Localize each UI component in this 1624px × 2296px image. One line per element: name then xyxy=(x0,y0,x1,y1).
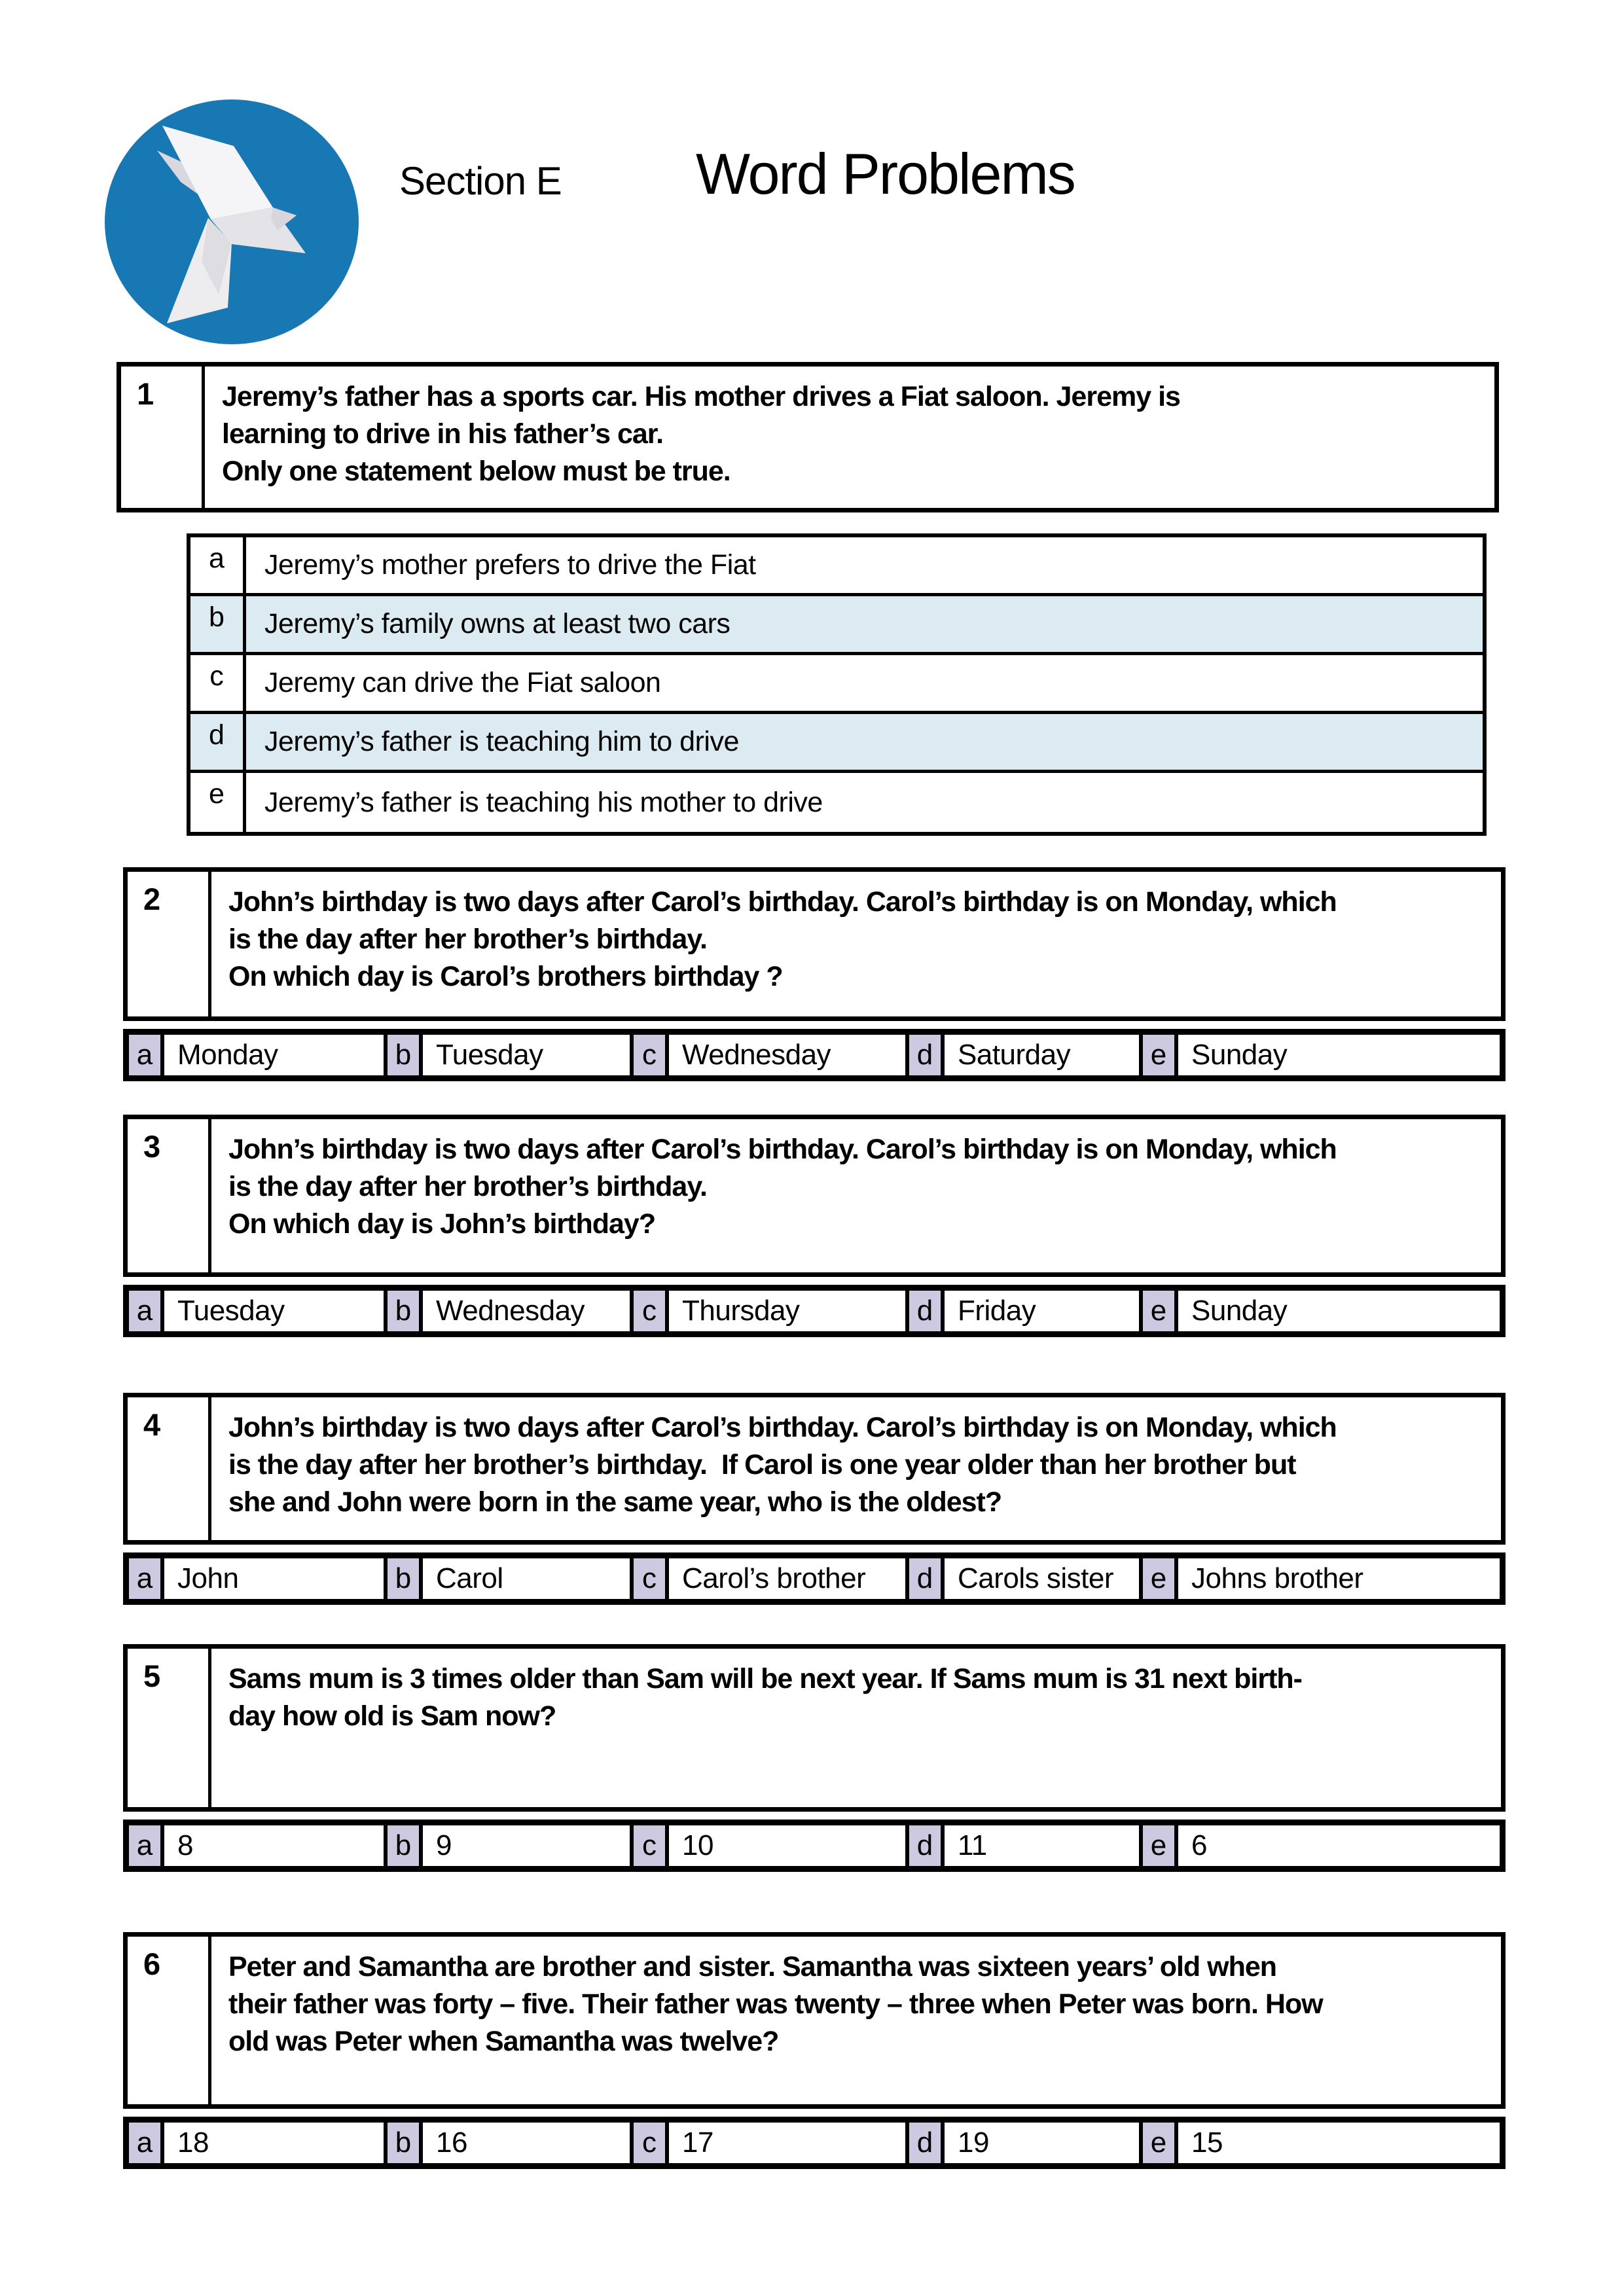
question-6-box xyxy=(123,1932,1506,2109)
option-letter: c xyxy=(634,1291,669,1331)
option-letter: b xyxy=(388,2123,423,2163)
question-text xyxy=(211,872,1501,1016)
option-text: 11 xyxy=(945,1825,1143,1866)
question-line: On which day is Carol’s brothers birthday ? xyxy=(228,961,783,992)
option-letter: a xyxy=(129,2123,164,2163)
origami-dove-icon xyxy=(103,98,360,346)
option-text: 19 xyxy=(945,2123,1143,2163)
option-letter: e xyxy=(1143,1825,1178,1866)
option-letter: d xyxy=(909,1558,945,1599)
option-letter: e xyxy=(1143,1291,1178,1331)
question-text xyxy=(211,1119,1501,1272)
option-text: Carol xyxy=(423,1558,634,1599)
option-text: John xyxy=(164,1558,388,1599)
option-letter: b xyxy=(388,1825,423,1866)
question-1-options-table xyxy=(187,533,1487,836)
option-letter: d xyxy=(909,1035,945,1075)
question-number: 5 xyxy=(128,1649,211,1807)
question-line: John’s birthday is two days after Carol’s birthday. Carol’s birthday is on Monday, which xyxy=(228,886,1337,918)
option-text: 18 xyxy=(164,2123,388,2163)
question-text xyxy=(211,1397,1501,1540)
question-line: Jeremy’s father has a sports car. His mother drives a Fiat saloon. Jeremy is xyxy=(222,381,1180,412)
question-line: Sams mum is 3 times older than Sam will be next year. If Sams mum is 31 next birth- xyxy=(228,1663,1302,1695)
option-text: Sunday xyxy=(1178,1035,1500,1075)
option-text: Monday xyxy=(164,1035,388,1075)
option-letter: c xyxy=(190,655,246,711)
option-letter: b xyxy=(388,1291,423,1331)
question-5-answer-row xyxy=(123,1820,1506,1872)
option-text: Carol’s brother xyxy=(669,1558,909,1599)
question-line: Only one statement below must be true. xyxy=(222,456,731,487)
option-row-d xyxy=(190,714,1483,773)
option-text: Sunday xyxy=(1178,1291,1500,1331)
option-letter: c xyxy=(634,2123,669,2163)
option-row-b xyxy=(190,596,1483,655)
option-letter: e xyxy=(190,773,246,832)
option-text: 8 xyxy=(164,1825,388,1866)
question-line: is the day after her brother’s birthday. xyxy=(228,1171,707,1202)
question-line: John’s birthday is two days after Carol’s birthday. Carol’s birthday is on Monday, which xyxy=(228,1412,1337,1443)
option-text: 15 xyxy=(1178,2123,1500,2163)
option-text: Saturday xyxy=(945,1035,1143,1075)
question-number: 3 xyxy=(128,1119,211,1272)
option-letter: a xyxy=(129,1291,164,1331)
option-letter: e xyxy=(1143,1035,1178,1075)
option-text: 9 xyxy=(423,1825,634,1866)
option-text: Wednesday xyxy=(423,1291,634,1331)
question-line: day how old is Sam now? xyxy=(228,1700,556,1732)
option-letter: b xyxy=(190,596,246,652)
option-text: 6 xyxy=(1178,1825,1500,1866)
option-text: 16 xyxy=(423,2123,634,2163)
question-text xyxy=(211,1649,1501,1807)
option-letter: d xyxy=(190,714,246,770)
option-text: Carols sister xyxy=(945,1558,1143,1599)
question-line: John’s birthday is two days after Carol’s birthday. Carol’s birthday is on Monday, which xyxy=(228,1134,1337,1165)
option-letter: e xyxy=(1143,2123,1178,2163)
question-line: On which day is John’s birthday? xyxy=(228,1208,656,1240)
question-2-answer-row xyxy=(123,1029,1506,1081)
option-text: Johns brother xyxy=(1178,1558,1500,1599)
option-text: Thursday xyxy=(669,1291,909,1331)
option-letter: a xyxy=(190,537,246,593)
option-text: Jeremy’s mother prefers to drive the Fiat xyxy=(264,549,756,581)
question-5-box xyxy=(123,1644,1506,1812)
question-number: 1 xyxy=(121,367,205,508)
question-line: she and John were born in the same year, who is the oldest? xyxy=(228,1486,1002,1518)
option-letter: a xyxy=(129,1825,164,1866)
option-letter: b xyxy=(388,1035,423,1075)
question-line: old was Peter when Samantha was twelve? xyxy=(228,2026,779,2057)
question-4-answer-row xyxy=(123,1552,1506,1605)
origami-dove-logo xyxy=(103,98,360,346)
question-text xyxy=(205,367,1494,508)
option-letter: c xyxy=(634,1558,669,1599)
question-3-answer-row xyxy=(123,1285,1506,1337)
option-letter: b xyxy=(388,1558,423,1599)
option-letter: d xyxy=(909,1291,945,1331)
question-4-box xyxy=(123,1393,1506,1545)
option-letter: d xyxy=(909,2123,945,2163)
option-row-c xyxy=(190,655,1483,714)
question-text xyxy=(211,1937,1501,2104)
question-number: 6 xyxy=(128,1937,211,2104)
question-3-box xyxy=(123,1115,1506,1277)
option-letter: a xyxy=(129,1035,164,1075)
question-line: is the day after her brother’s birthday. xyxy=(228,924,707,955)
question-1-box xyxy=(117,362,1499,512)
option-text: 17 xyxy=(669,2123,909,2163)
question-number: 4 xyxy=(128,1397,211,1540)
option-text: Wednesday xyxy=(669,1035,909,1075)
question-line: is the day after her brother’s birthday. If Carol is one year older than her brother but xyxy=(228,1449,1296,1480)
question-line: their father was forty – five. Their father was twenty – three when Peter was born. How xyxy=(228,1988,1323,2020)
question-6-answer-row xyxy=(123,2117,1506,2169)
option-text: Jeremy can drive the Fiat saloon xyxy=(264,667,661,698)
question-2-box xyxy=(123,867,1506,1021)
option-text: Jeremy’s father is teaching him to drive xyxy=(264,726,739,757)
option-text: 10 xyxy=(669,1825,909,1866)
question-number: 2 xyxy=(128,872,211,1016)
option-letter: c xyxy=(634,1825,669,1866)
option-letter: c xyxy=(634,1035,669,1075)
section-label: Section E xyxy=(399,159,562,203)
page-title: Word Problems xyxy=(696,141,1075,206)
option-letter: a xyxy=(129,1558,164,1599)
option-row-e xyxy=(190,773,1483,832)
option-text: Tuesday xyxy=(423,1035,634,1075)
option-text: Friday xyxy=(945,1291,1143,1331)
option-letter: d xyxy=(909,1825,945,1866)
option-text: Jeremy’s family owns at least two cars xyxy=(264,608,731,639)
question-line: Peter and Samantha are brother and sister. Samantha was sixteen years’ old when xyxy=(228,1951,1277,1982)
option-letter: e xyxy=(1143,1558,1178,1599)
option-text: Tuesday xyxy=(164,1291,388,1331)
option-row-a xyxy=(190,537,1483,596)
option-text: Jeremy’s father is teaching his mother to drive xyxy=(264,786,823,818)
question-line: learning to drive in his father’s car. xyxy=(222,418,664,450)
